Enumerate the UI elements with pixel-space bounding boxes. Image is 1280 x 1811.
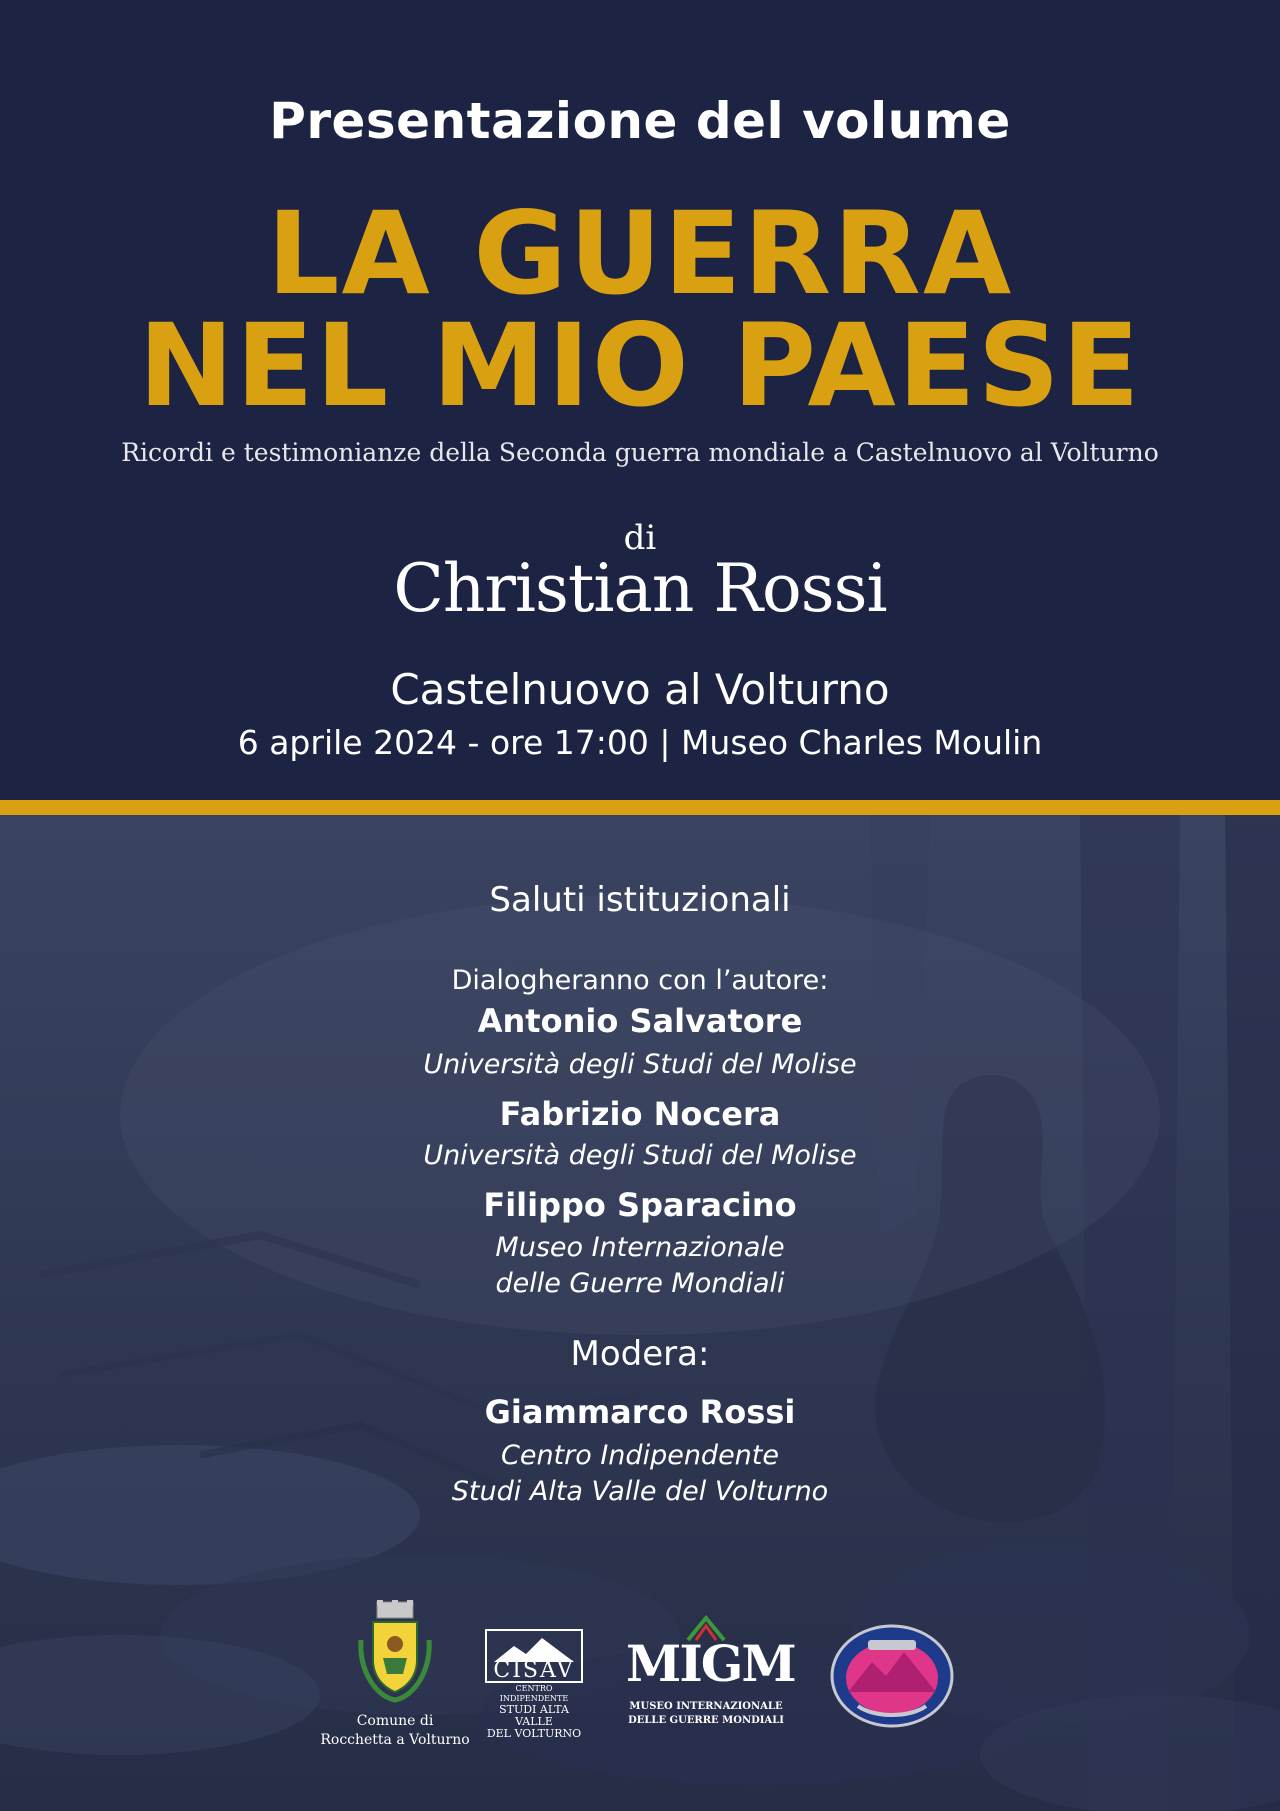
author-name: Christian Rossi [393,550,887,627]
cisav-logo-label-line-2: STUDI ALTA VALLE [499,1703,569,1728]
dialogue-intro: Dialogheranno con l’autore: [451,965,829,996]
book-title [0,187,1280,432]
migm-logo [626,1612,795,1726]
comune-logo-label-line-1: Comune di [356,1713,434,1729]
event-datetime: 6 aprile 2024 - ore 17:00 | Museo Charles Moulin [237,723,1043,762]
moderator-name: Giammarco Rossi [484,1393,796,1431]
speaker-affiliation [0,1230,1280,1302]
cisav-logo-label [484,1684,584,1740]
comune-logo-label [315,1712,475,1750]
speaker-name: Filippo Sparacino [483,1186,797,1224]
by-label: di [623,518,657,558]
presentation-heading: Presentazione del volume [269,92,1011,150]
moderator-affiliation [0,1438,1280,1510]
speaker-affiliation-line-1: Museo Internazionale [495,1232,785,1263]
speaker-affiliation: Università degli Studi del Molise [423,1140,857,1171]
greetings-label: Saluti istituzionali [489,880,791,920]
book-subtitle: Ricordi e testimonianze della Seconda guerra mondiale a Castelnuovo al Volturno [121,438,1159,467]
speaker-name: Fabrizio Nocera [499,1095,781,1133]
comune-logo-label-line-2: Rocchetta a Volturno [320,1732,470,1748]
moderator-affiliation-line-2: Studi Alta Valle del Volturno [451,1476,829,1507]
migm-logo-label-line-2: DELLE GUERRE MONDIALI [628,1715,784,1726]
speaker-affiliation-line-2: delle Guerre Mondiali [495,1268,785,1299]
cisav-logo [484,1628,584,1740]
alpini-section-badge-logo [828,1622,956,1730]
book-title-line-2: NEL MIO PAESE [138,299,1142,432]
speaker-affiliation: Università degli Studi del Molise [423,1049,857,1080]
migm-logo-name: MIGM [626,1634,795,1693]
speaker-name: Antonio Salvatore [477,1002,803,1040]
cisav-logo-label-line-3: DEL VOLTURNO [486,1727,582,1740]
event-place: Castelnuovo al Volturno [390,665,890,714]
comune-coat-of-arms-logo [355,1600,435,1710]
cisav-logo-label-line-1: CENTRO INDIPENDENTE [499,1684,569,1703]
moderator-label: Modera: [570,1334,710,1374]
gold-divider [0,800,1280,815]
cisav-logo-name: CISAV [493,1658,575,1683]
migm-logo-label-line-1: MUSEO INTERNAZIONALE [629,1701,783,1712]
book-title-line-1: LA GUERRA [266,187,1014,320]
moderator-affiliation-line-1: Centro Indipendente [500,1440,779,1471]
migm-logo-label [626,1700,786,1728]
